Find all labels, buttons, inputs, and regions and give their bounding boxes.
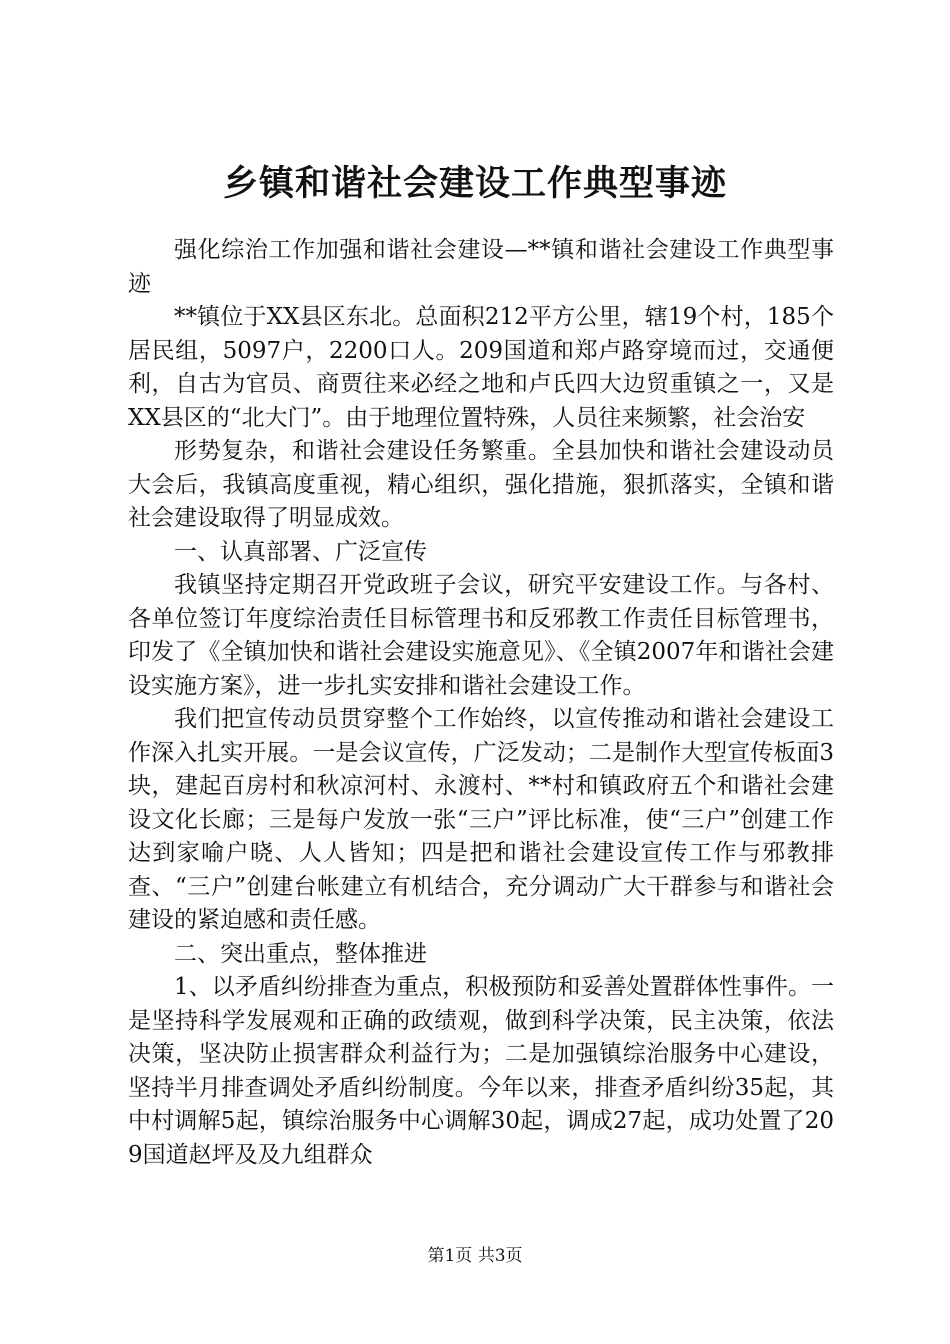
document-title: 乡镇和谐社会建设工作典型事迹 (222, 163, 727, 204)
subtitle-paragraph: 强化综治工作加强和谐社会建设—**镇和谐社会建设工作典型事迹 (128, 237, 834, 297)
document-body (128, 234, 834, 1172)
section-heading: 一、认真部署、广泛宣传 (174, 538, 427, 565)
section-heading: 二、突出重点，整体推进 (174, 940, 427, 967)
body-paragraph: 形势复杂，和谐社会建设任务繁重。全县加快和谐社会建设动员大会后，我镇高度重视，精心组织，强化措施，狠抓落实，全镇和谐社会建设取得了明显成效。 (128, 438, 834, 531)
body-paragraph: 我镇坚持定期召开党政班子会议，研究平安建设工作。与各村、各单位签订年度综治责任目标管理书和反邪教工作责任目标管理书，印发了《全镇加快和谐社会建设实施意见》、《全镇2007年和谐社会建设实施方案》，进一步扎实安排和谐社会建设工作。 (128, 572, 834, 699)
page-number-footer: 第1页 共3页 (427, 1246, 523, 1266)
body-paragraph: 1、以矛盾纠纷排查为重点，积极预防和妥善处置群体性事件。一是坚持科学发展观和正确的政绩观，做到科学决策，民主决策，依法决策，坚决防止损害群众利益行为；二是加强镇综治服务中心建设，坚持半月排查调处矛盾纠纷制度。今年以来，排查矛盾纠纷35起，其中村调解5起，镇综治服务中心调解30起，调成27起，成功处置了209国道赵坪及及九组群众 (128, 974, 834, 1168)
body-paragraph: 我们把宣传动员贯穿整个工作始终，以宣传推动和谐社会建设工作深入扎实开展。一是会议宣传，广泛发动；二是制作大型宣传板面3块，建起百房村和秋凉河村、永渡村、**村和镇政府五个和谐社会建设文化长廊；三是每户发放一张“三户”评比标准，使“三户”创建工作达到家喻户晓、人人皆知；四是把和谐社会建设宣传工作与邪教排查、“三户”创建台帐建立有机结合，充分调动广大干群参与和谐社会建设的紧迫感和责任感。 (128, 706, 834, 933)
body-paragraph: **镇位于XX县区东北。总面积212平方公里，辖19个村，185个居民组，5097户，2200口人。209国道和郑卢路穿境而过，交通便利，自古为官员、商贾往来必经之地和卢氏四大边贸重镇之一，又是XX县区的“北大门”。由于地理位置特殊，人员往来频繁，社会治安 (128, 304, 834, 431)
